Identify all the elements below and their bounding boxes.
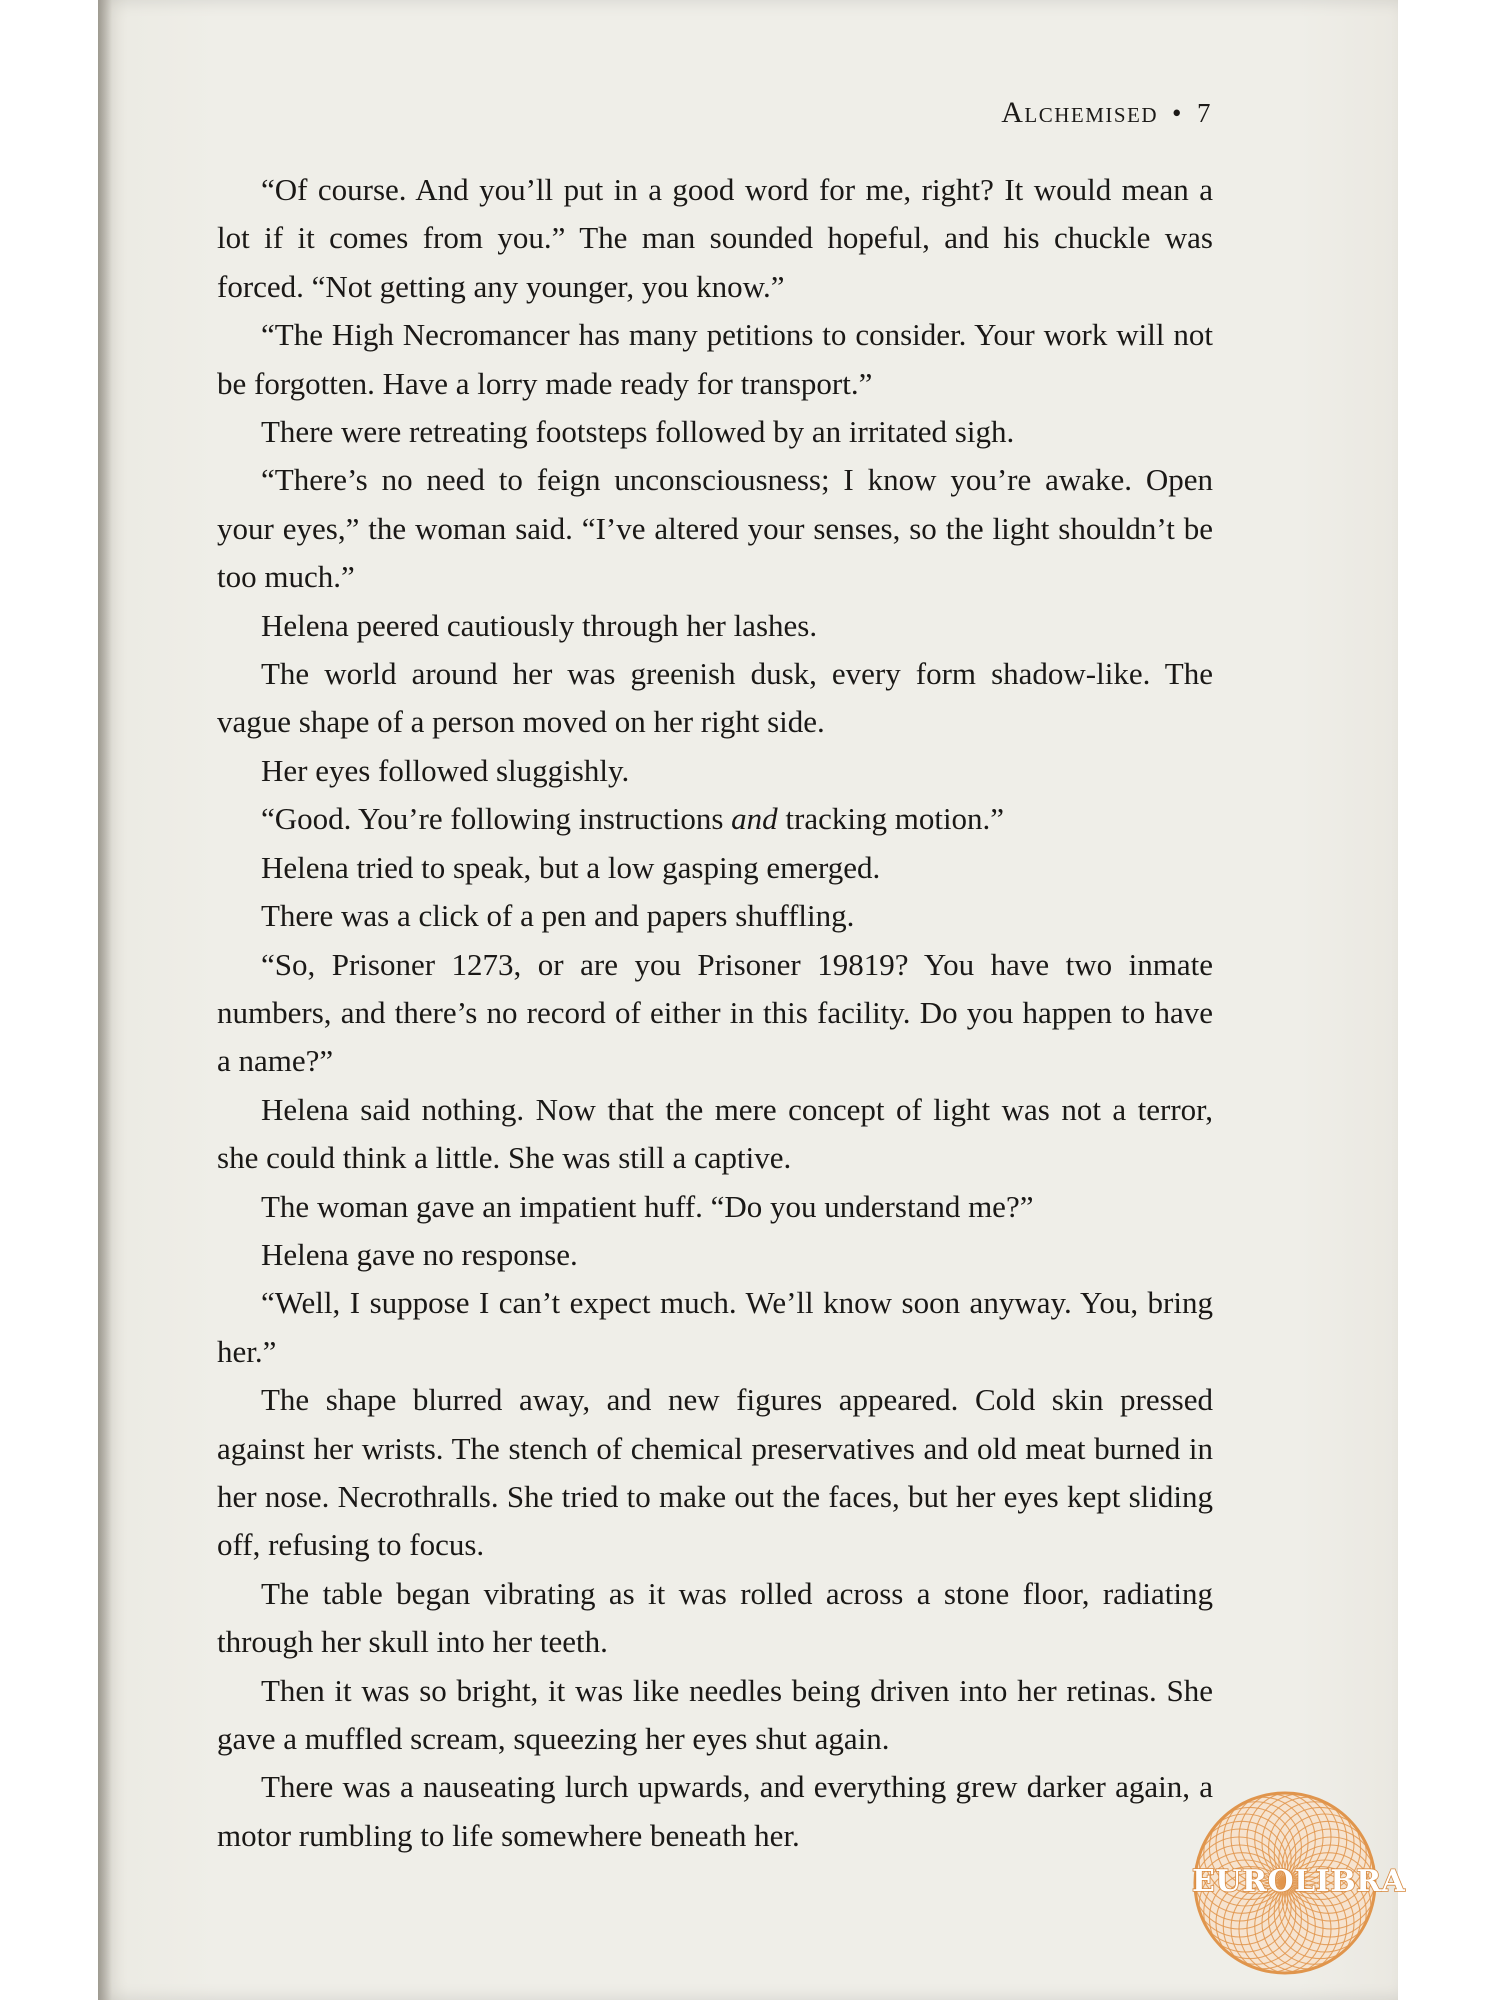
paragraph: Helena gave no response. — [261, 1236, 578, 1272]
running-head-title: Alchemised — [1001, 96, 1159, 129]
running-head-separator: • — [1172, 98, 1183, 128]
paragraph-text: “Good. You’re following instructions — [261, 801, 732, 837]
paragraph: Helena said nothing. Now that the mere concept of light was not a terror, she could think a little. She was still a captive. — [217, 1091, 1213, 1176]
paragraph: The world around her was greenish dusk, every form shadow-like. The vague shape of a person moved on her right side. — [217, 656, 1213, 740]
stamp-label: EUROLIBRA — [1192, 1864, 1406, 1899]
paragraph: The woman gave an impatient huff. “Do you understand me?” — [261, 1188, 1034, 1224]
running-head — [900, 96, 1212, 130]
paragraph: Her eyes followed sluggishly. — [261, 752, 630, 788]
paragraph: The shape blurred away, and new figures appeared. Cold skin pressed against her wrists. The stench of chemical preservatives and old meat burned in her nose. Necrothralls. She tried to make out the faces, but her eyes kept sliding off, refusing to focus. — [217, 1382, 1213, 1563]
paragraph: “The High Necromancer has many petitions to consider. Your work will not be forgotten. Have a lorry made ready for transport.” — [217, 317, 1213, 401]
paragraph: Helena tried to speak, but a low gasping emerged. — [261, 849, 881, 885]
paragraph: Helena peered cautiously through her lashes. — [261, 607, 818, 643]
body-text — [217, 166, 1213, 1860]
paragraph: The table began vibrating as it was rolled across a stone floor, radiating through her skull into her teeth. — [217, 1575, 1213, 1660]
paragraph: “So, Prisoner 1273, or are you Prisoner 19819? You have two inmate numbers, and there’s no record of either in this facility. Do you happen to have a name?” — [217, 946, 1213, 1079]
paragraph: Then it was so bright, it was like needles being driven into her retinas. She gave a muffled scream, squeezing her eyes shut again. — [217, 1672, 1213, 1756]
paragraph: “Of course. And you’ll put in a good word for me, right? It would mean a lot if it comes from you.” The man sounded hopeful, and his chuckle was forced. “Not getting any younger, you know.” — [217, 172, 1213, 304]
page-number: 7 — [1197, 98, 1212, 128]
spine-shadow — [98, 0, 112, 2000]
paragraph — [217, 795, 1213, 843]
paragraph-text: tracking motion.” — [777, 801, 1005, 837]
paragraph: “There’s no need to feign unconsciousness; I know you’re awake. Open your eyes,” the woman said. “I’ve altered your senses, so the light shouldn’t be too much.” — [217, 462, 1213, 595]
paragraph: “Well, I suppose I can’t expect much. We’ll know soon anyway. You, bring her.” — [217, 1285, 1213, 1369]
paragraph: There were retreating footsteps followed by an irritated sigh. — [261, 414, 1015, 450]
paragraph: There was a click of a pen and papers shuffling. — [261, 898, 855, 934]
paragraph: There was a nauseating lurch upwards, and everything grew darker again, a motor rumbling to life somewhere beneath her. — [217, 1769, 1213, 1853]
emphasized-word: and — [731, 801, 778, 837]
